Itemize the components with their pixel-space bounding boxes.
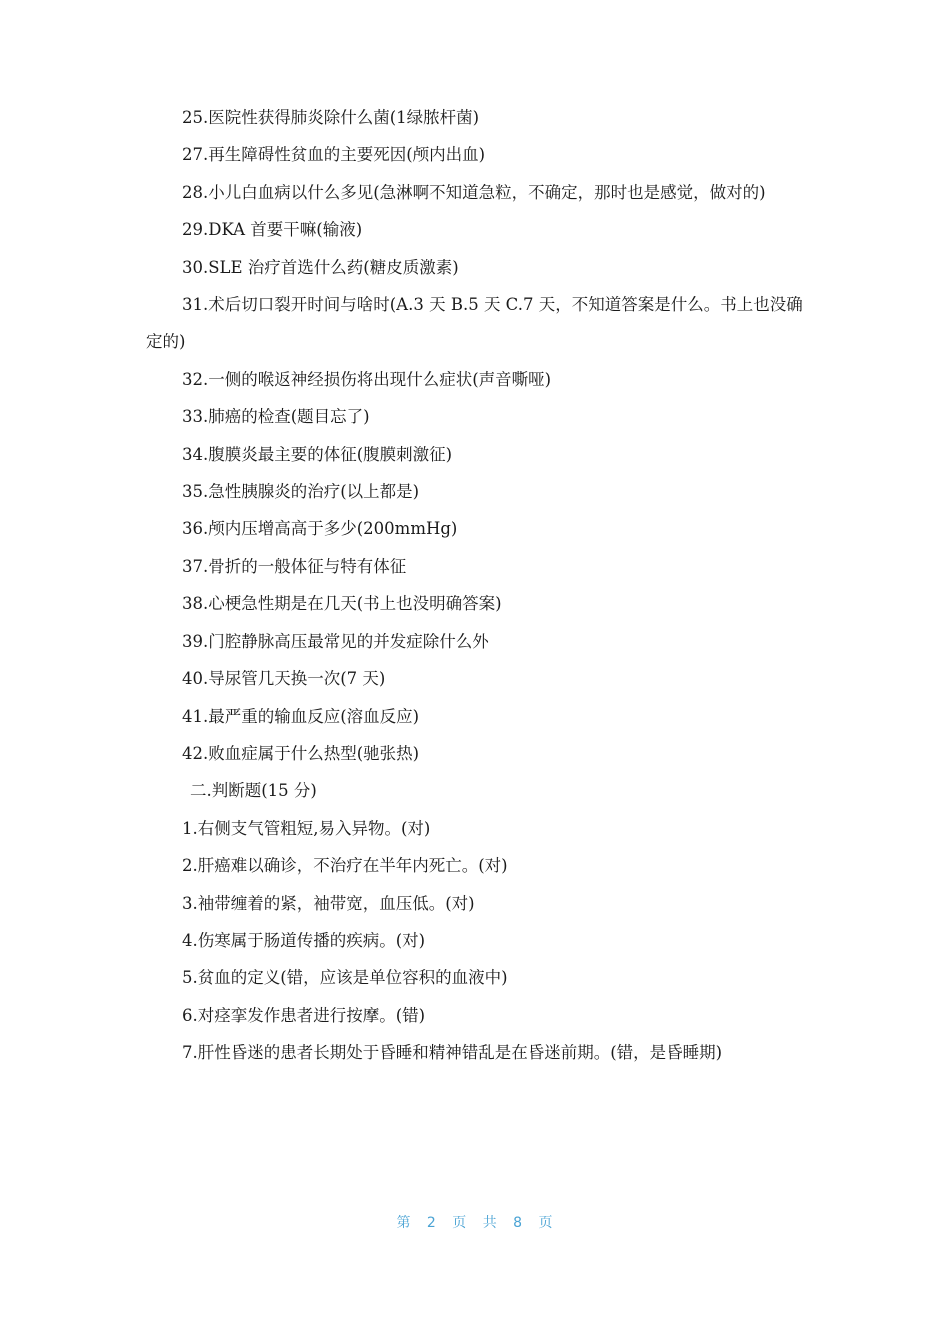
paragraph: 42.败血症属于什么热型(驰张热) [182,743,420,763]
paragraph: 2.肝癌难以确诊，不治疗在半年内死亡。(对) [182,856,508,876]
paragraph: 35.急性胰腺炎的治疗(以上都是) [182,482,420,502]
paragraph: 34.腹膜炎最主要的体征(腹膜刺激征) [182,444,453,464]
paragraph: 5.贫血的定义(错，应该是单位容积的血液中) [182,968,508,988]
paragraph: 33.肺癌的检查(题目忘了) [182,407,370,427]
section-heading: 二.判断题(15 分) [190,781,317,801]
paragraph: 30.SLE 治疗首选什么药(糖皮质激素) [182,257,459,277]
paragraph: 32.一侧的喉返神经损伤将出现什么症状(声音嘶哑) [182,369,552,389]
paragraph: 27.再生障碍性贫血的主要死因(颅内出血) [182,145,486,165]
paragraph: 40.导尿管几天换一次(7 天) [182,669,386,689]
page-number-footer: 第 2 页 共 8 页 [396,1215,554,1231]
paragraph: 28.小儿白血病以什么多见(急淋啊不知道急粒，不确定，那时也是感觉，做对的) [182,182,766,202]
paragraph: 41.最严重的输血反应(溶血反应) [182,706,420,726]
paragraph: 4.伤寒属于肠道传播的疾病。(对) [182,930,426,950]
paragraph: 7.肝性昏迷的患者长期处于昏睡和精神错乱是在昏迷前期。(错，是昏睡期) [182,1043,723,1063]
paragraph: 36.颅内压增高高于多少(200mmHg) [182,519,458,539]
paragraph: 3.袖带缠着的紧，袖带宽，血压低。(对) [182,893,475,913]
paragraph: 1.右侧支气管粗短,易入异物。(对) [182,818,431,838]
paragraph: 29.DKA 首要干嘛(输液) [182,220,363,240]
document-body [146,99,806,1072]
paragraph: 25.医院性获得肺炎除什么菌(1绿脓杆菌) [182,108,480,127]
paragraph: 37.骨折的一般体征与特有体征 [182,556,407,576]
paragraph: 39.门腔静脉高压最常见的并发症除什么外 [182,631,489,651]
paragraph: 38.心梗急性期是在几天(书上也没明确答案) [182,594,502,614]
paragraph: 6.对痉挛发作患者进行按摩。(错) [182,1005,426,1025]
paragraph: 31.术后切口裂开时间与啥时(A.3 天 B.5 天 C.7 天，不知道答案是什么。书上也没确定的) [146,295,803,352]
